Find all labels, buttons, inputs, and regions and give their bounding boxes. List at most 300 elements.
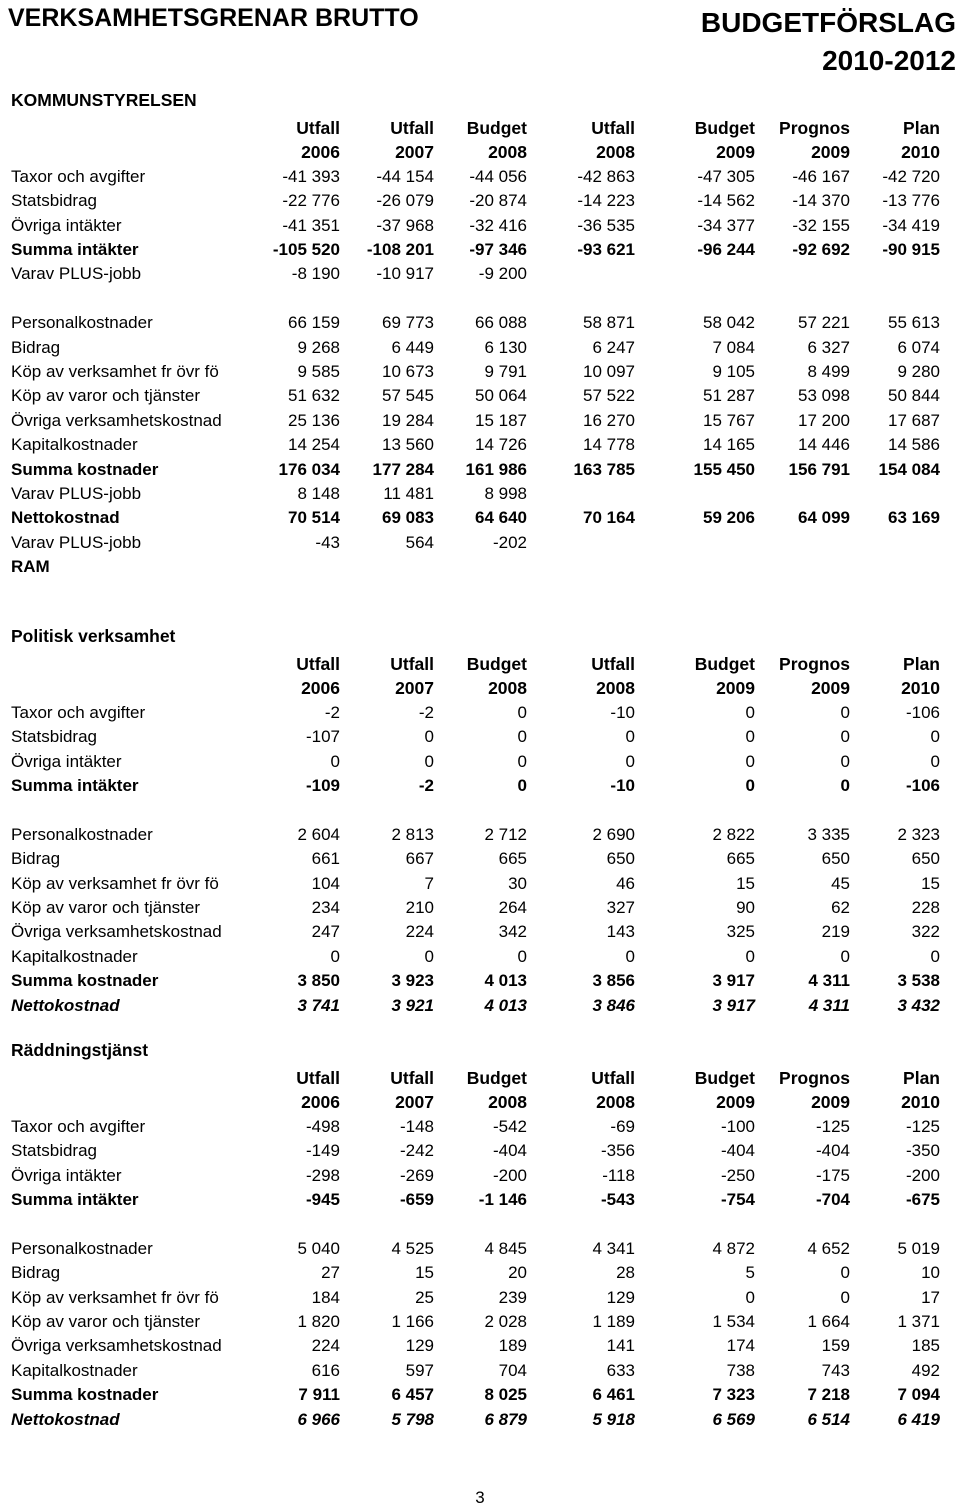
value-cell: -200 bbox=[492, 1165, 527, 1185]
value-cell: 19 284 bbox=[382, 410, 434, 430]
value-cell: 4 311 bbox=[808, 971, 850, 991]
value-cell: -118 bbox=[602, 1165, 635, 1185]
value-cell: 69 083 bbox=[382, 508, 434, 528]
table-row bbox=[0, 165, 960, 189]
value-cell: 492 bbox=[911, 1360, 940, 1380]
value-cell: -36 535 bbox=[577, 215, 635, 235]
value-cell: 0 bbox=[840, 702, 850, 722]
value-cell: -200 bbox=[905, 1165, 940, 1185]
value-cell: 0 bbox=[517, 776, 527, 795]
value-cell: 2 822 bbox=[712, 824, 755, 844]
column-header: Utfall bbox=[296, 654, 340, 674]
value-cell: 9 268 bbox=[297, 337, 340, 357]
table-row bbox=[0, 1164, 960, 1188]
row-label: Bidrag bbox=[11, 337, 61, 357]
column-header: 2007 bbox=[395, 678, 434, 699]
value-cell: -202 bbox=[492, 532, 527, 552]
value-cell: 50 064 bbox=[475, 386, 527, 406]
row-label: Taxor och avgifter bbox=[11, 702, 146, 722]
table-row bbox=[0, 238, 960, 262]
value-cell: 0 bbox=[745, 776, 755, 795]
value-cell: 4 652 bbox=[807, 1238, 850, 1258]
value-cell: 0 bbox=[424, 727, 434, 747]
value-cell: -34 419 bbox=[882, 215, 940, 235]
row-label: Köp av verksamhet fr övr fö bbox=[11, 362, 219, 381]
value-cell: 6 879 bbox=[484, 1409, 527, 1429]
value-cell: -69 bbox=[610, 1116, 635, 1136]
value-cell: 0 bbox=[625, 727, 635, 747]
table-row bbox=[0, 920, 960, 944]
table-row bbox=[0, 482, 960, 506]
value-cell: 129 bbox=[405, 1336, 434, 1356]
value-cell: 633 bbox=[606, 1360, 635, 1380]
value-cell: 4 013 bbox=[484, 971, 527, 991]
value-cell: 3 917 bbox=[712, 995, 755, 1015]
value-cell: 25 136 bbox=[288, 410, 340, 430]
row-label: Personalkostnader bbox=[11, 824, 153, 844]
value-cell: 0 bbox=[745, 751, 755, 771]
value-cell: -90 915 bbox=[882, 240, 940, 259]
value-cell: 70 514 bbox=[288, 508, 340, 528]
value-cell: -1 146 bbox=[478, 1190, 527, 1209]
value-cell: 15 187 bbox=[475, 410, 527, 430]
column-header: Prognos bbox=[779, 1068, 850, 1088]
section-title: Politisk verksamhet bbox=[11, 626, 176, 646]
value-cell: -96 244 bbox=[697, 240, 755, 259]
value-cell: 63 169 bbox=[888, 508, 940, 528]
row-label: Nettokostnad bbox=[11, 508, 120, 528]
table-row bbox=[0, 750, 960, 774]
value-cell: 15 767 bbox=[703, 410, 755, 430]
column-header: Utfall bbox=[390, 1068, 434, 1088]
value-cell: 1 664 bbox=[807, 1312, 850, 1331]
value-cell: -22 776 bbox=[282, 191, 340, 211]
value-cell: 0 bbox=[930, 946, 940, 966]
value-cell: 7 bbox=[424, 873, 434, 893]
value-cell: 322 bbox=[911, 922, 940, 942]
value-cell: 9 585 bbox=[297, 362, 340, 381]
table-row bbox=[0, 969, 960, 993]
row-label: Bidrag bbox=[11, 849, 61, 869]
value-cell: 159 bbox=[821, 1336, 850, 1356]
row-label: Köp av verksamhet fr övr fö bbox=[11, 873, 219, 893]
column-header: 2006 bbox=[301, 142, 340, 163]
value-cell: 0 bbox=[840, 1263, 850, 1283]
value-cell: -32 416 bbox=[469, 215, 527, 235]
value-cell: 4 872 bbox=[712, 1238, 755, 1258]
value-cell: 0 bbox=[424, 751, 434, 771]
value-cell: 154 084 bbox=[878, 459, 940, 479]
value-cell: 14 778 bbox=[583, 435, 635, 455]
row-label: Summa intäkter bbox=[11, 1190, 139, 1209]
row-label: RAM bbox=[11, 557, 50, 577]
column-header: Prognos bbox=[779, 654, 850, 674]
table-row bbox=[0, 1286, 960, 1310]
value-cell: 14 165 bbox=[703, 435, 755, 455]
value-cell: 3 846 bbox=[592, 995, 635, 1015]
value-cell: 661 bbox=[311, 849, 340, 869]
value-cell: 11 481 bbox=[383, 484, 434, 503]
value-cell: 6 966 bbox=[297, 1409, 340, 1429]
value-cell: 27 bbox=[321, 1263, 340, 1283]
value-cell: -250 bbox=[720, 1165, 755, 1185]
value-cell: 7 323 bbox=[712, 1385, 755, 1405]
table-row bbox=[0, 1383, 960, 1407]
row-label: Övriga intäkter bbox=[11, 215, 122, 235]
value-cell: 15 bbox=[921, 873, 940, 893]
value-cell: -43 bbox=[315, 532, 340, 552]
value-cell: -404 bbox=[720, 1141, 755, 1161]
value-cell: 15 bbox=[736, 873, 755, 893]
column-header-row bbox=[0, 676, 960, 700]
table-row bbox=[0, 823, 960, 847]
column-header: Budget bbox=[694, 654, 755, 674]
value-cell: 0 bbox=[840, 727, 850, 747]
value-cell: 0 bbox=[840, 751, 850, 771]
table-row bbox=[0, 1359, 960, 1383]
value-cell: 141 bbox=[606, 1336, 635, 1356]
section-title: Räddningstjänst bbox=[11, 1040, 149, 1060]
value-cell: 8 148 bbox=[297, 484, 340, 503]
table-row bbox=[0, 555, 960, 579]
table-row bbox=[0, 1237, 960, 1261]
value-cell: 3 921 bbox=[391, 995, 434, 1015]
table-row bbox=[0, 189, 960, 213]
value-cell: 45 bbox=[831, 873, 850, 893]
value-cell: 6 130 bbox=[484, 337, 527, 357]
value-cell: 53 098 bbox=[798, 386, 850, 406]
table-row bbox=[0, 433, 960, 457]
value-cell: 0 bbox=[517, 751, 527, 771]
column-header: Budget bbox=[466, 1068, 527, 1088]
value-cell: 1 820 bbox=[297, 1312, 340, 1331]
row-label: Statsbidrag bbox=[11, 1141, 97, 1161]
row-label: Personalkostnader bbox=[11, 313, 153, 333]
value-cell: 0 bbox=[840, 1287, 850, 1307]
value-cell: 185 bbox=[911, 1336, 940, 1356]
value-cell: 189 bbox=[498, 1336, 527, 1356]
row-label: Köp av varor och tjänster bbox=[11, 386, 200, 406]
value-cell: 6 074 bbox=[897, 337, 940, 357]
value-cell: -148 bbox=[399, 1116, 434, 1136]
column-header: 2008 bbox=[488, 142, 527, 163]
column-header: Utfall bbox=[591, 1068, 635, 1088]
value-cell: 6 247 bbox=[592, 337, 635, 357]
value-cell: 14 446 bbox=[798, 435, 850, 455]
column-header: 2009 bbox=[716, 142, 755, 163]
value-cell: 0 bbox=[517, 702, 527, 722]
value-cell: 0 bbox=[745, 1287, 755, 1307]
row-label: Övriga verksamhetskostnad bbox=[11, 1336, 222, 1356]
value-cell: -92 692 bbox=[792, 240, 850, 259]
value-cell: 0 bbox=[930, 751, 940, 771]
value-cell: 51 632 bbox=[288, 386, 340, 406]
column-header-row bbox=[0, 1090, 960, 1114]
value-cell: 163 785 bbox=[573, 459, 635, 479]
value-cell: -44 056 bbox=[469, 166, 527, 186]
column-header: 2009 bbox=[716, 1092, 755, 1113]
spacer-row bbox=[0, 287, 960, 311]
value-cell: -10 bbox=[610, 776, 635, 795]
column-header: 2008 bbox=[596, 678, 635, 699]
row-label: Statsbidrag bbox=[11, 191, 97, 211]
table-row bbox=[0, 1261, 960, 1285]
value-cell: -106 bbox=[905, 702, 940, 722]
value-cell: 0 bbox=[840, 776, 850, 795]
value-cell: 210 bbox=[405, 898, 434, 917]
table-row bbox=[0, 1310, 960, 1334]
value-cell: 15 bbox=[415, 1263, 434, 1283]
value-cell: 327 bbox=[606, 898, 635, 917]
row-label: Nettokostnad bbox=[11, 1409, 120, 1429]
table-row bbox=[0, 1139, 960, 1163]
value-cell: 0 bbox=[517, 727, 527, 747]
value-cell: -37 968 bbox=[376, 215, 434, 235]
value-cell: 66 159 bbox=[288, 313, 340, 333]
row-label: Köp av varor och tjänster bbox=[11, 1312, 200, 1331]
value-cell: 1 534 bbox=[712, 1312, 755, 1331]
table-row bbox=[0, 214, 960, 238]
row-label: Taxor och avgifter bbox=[11, 166, 146, 186]
row-label: Varav PLUS-jobb bbox=[11, 532, 142, 552]
value-cell: -13 776 bbox=[882, 191, 940, 211]
value-cell: 0 bbox=[745, 727, 755, 747]
value-cell: 650 bbox=[821, 849, 850, 869]
value-cell: -107 bbox=[305, 727, 340, 747]
value-cell: -20 874 bbox=[469, 191, 527, 211]
row-label: Summa intäkter bbox=[11, 240, 139, 259]
value-cell: 10 bbox=[921, 1263, 940, 1283]
value-cell: 6 457 bbox=[391, 1385, 434, 1405]
row-label: Kapitalkostnader bbox=[11, 1360, 138, 1380]
value-cell: -149 bbox=[305, 1141, 340, 1161]
table-row bbox=[0, 360, 960, 384]
value-cell: -14 223 bbox=[577, 191, 635, 211]
table-row bbox=[0, 774, 960, 798]
value-cell: 129 bbox=[606, 1287, 635, 1307]
value-cell: 58 871 bbox=[583, 313, 635, 333]
value-cell: 155 450 bbox=[693, 459, 755, 479]
value-cell: 9 280 bbox=[897, 362, 940, 381]
value-cell: 1 371 bbox=[897, 1312, 940, 1331]
column-header: Budget bbox=[466, 118, 527, 138]
value-cell: -109 bbox=[305, 776, 340, 795]
row-label: Summa kostnader bbox=[11, 459, 159, 479]
document-title: VERKSAMHETSGRENAR BRUTTO bbox=[8, 4, 419, 32]
column-header: Plan bbox=[903, 654, 940, 674]
value-cell: 247 bbox=[311, 922, 340, 942]
value-cell: 0 bbox=[330, 946, 340, 966]
value-cell: 6 461 bbox=[592, 1385, 635, 1405]
column-header: Budget bbox=[694, 1068, 755, 1088]
value-cell: 176 034 bbox=[278, 459, 340, 479]
column-header: Utfall bbox=[591, 654, 635, 674]
value-cell: 51 287 bbox=[703, 386, 755, 406]
value-cell: -106 bbox=[905, 776, 940, 795]
value-cell: 28 bbox=[616, 1263, 635, 1283]
value-cell: 14 726 bbox=[475, 435, 527, 455]
row-label: Summa kostnader bbox=[11, 971, 159, 991]
value-cell: 7 094 bbox=[897, 1385, 940, 1405]
value-cell: 10 673 bbox=[382, 362, 434, 381]
column-header: Budget bbox=[466, 654, 527, 674]
row-label: Nettokostnad bbox=[11, 995, 120, 1015]
value-cell: -46 167 bbox=[792, 166, 850, 186]
value-cell: -542 bbox=[492, 1116, 527, 1136]
value-cell: 0 bbox=[330, 751, 340, 771]
column-header: 2010 bbox=[901, 678, 940, 699]
value-cell: -32 155 bbox=[792, 215, 850, 235]
value-cell: 4 013 bbox=[484, 995, 527, 1015]
value-cell: -125 bbox=[815, 1116, 850, 1136]
value-cell: 2 028 bbox=[484, 1312, 527, 1331]
value-cell: -754 bbox=[720, 1190, 755, 1209]
value-cell: 174 bbox=[726, 1336, 755, 1356]
value-cell: -675 bbox=[905, 1190, 940, 1209]
value-cell: 0 bbox=[517, 946, 527, 966]
value-cell: 64 640 bbox=[475, 508, 527, 528]
value-cell: 224 bbox=[311, 1336, 340, 1356]
value-cell: 70 164 bbox=[583, 508, 635, 528]
value-cell: 59 206 bbox=[703, 508, 755, 528]
value-cell: 228 bbox=[911, 898, 940, 917]
value-cell: 9 791 bbox=[484, 362, 527, 381]
value-cell: -404 bbox=[815, 1141, 850, 1161]
value-cell: 0 bbox=[424, 946, 434, 966]
value-cell: 10 097 bbox=[583, 362, 635, 381]
column-header: 2009 bbox=[811, 678, 850, 699]
column-header: 2008 bbox=[596, 142, 635, 163]
table-row bbox=[0, 1115, 960, 1139]
page-number: 3 bbox=[475, 1488, 485, 1507]
row-label: Personalkostnader bbox=[11, 1238, 153, 1258]
value-cell: -945 bbox=[305, 1190, 340, 1209]
value-cell: 0 bbox=[745, 946, 755, 966]
column-header: 2007 bbox=[395, 142, 434, 163]
value-cell: 6 514 bbox=[807, 1409, 850, 1429]
column-header: Prognos bbox=[779, 118, 850, 138]
column-header: Plan bbox=[903, 1068, 940, 1088]
value-cell: 743 bbox=[821, 1360, 850, 1380]
value-cell: 17 bbox=[921, 1287, 940, 1307]
row-label: Köp av verksamhet fr övr fö bbox=[11, 1287, 219, 1307]
table-row bbox=[0, 531, 960, 555]
value-cell: 8 025 bbox=[484, 1385, 527, 1405]
value-cell: -42 863 bbox=[577, 166, 635, 186]
value-cell: 224 bbox=[405, 922, 434, 942]
value-cell: 13 560 bbox=[382, 435, 434, 455]
value-cell: 325 bbox=[726, 922, 755, 942]
value-cell: -175 bbox=[815, 1165, 850, 1185]
value-cell: 7 911 bbox=[298, 1385, 340, 1405]
value-cell: -242 bbox=[399, 1141, 434, 1161]
value-cell: 665 bbox=[726, 849, 755, 869]
value-cell: 738 bbox=[726, 1360, 755, 1380]
column-header: 2006 bbox=[301, 678, 340, 699]
value-cell: -2 bbox=[418, 702, 434, 722]
value-cell: 16 270 bbox=[583, 410, 635, 430]
table-row bbox=[0, 262, 960, 286]
value-cell: 704 bbox=[498, 1360, 527, 1380]
value-cell: 90 bbox=[736, 898, 755, 917]
value-cell: -8 190 bbox=[291, 264, 340, 284]
row-label: Övriga verksamhetskostnad bbox=[11, 922, 222, 942]
value-cell: 342 bbox=[498, 922, 527, 942]
column-header-row bbox=[0, 652, 960, 676]
value-cell: 64 099 bbox=[798, 508, 850, 528]
value-cell: -2 bbox=[324, 702, 340, 722]
value-cell: -108 201 bbox=[366, 240, 434, 259]
value-cell: 2 690 bbox=[592, 824, 635, 844]
value-cell: 58 042 bbox=[703, 313, 755, 333]
value-cell: -498 bbox=[305, 1116, 340, 1136]
column-header: 2010 bbox=[901, 1092, 940, 1113]
value-cell: -14 562 bbox=[697, 191, 755, 211]
row-label: Köp av varor och tjänster bbox=[11, 898, 200, 917]
column-header-row bbox=[0, 1066, 960, 1090]
table-row bbox=[0, 1188, 960, 1212]
value-cell: -93 621 bbox=[577, 240, 635, 259]
value-cell: 156 791 bbox=[788, 459, 850, 479]
value-cell: 2 712 bbox=[484, 824, 527, 844]
value-cell: 6 569 bbox=[712, 1409, 755, 1429]
value-cell: 0 bbox=[840, 946, 850, 966]
value-cell: 161 986 bbox=[465, 459, 527, 479]
table-row bbox=[0, 311, 960, 335]
value-cell: 5 798 bbox=[391, 1409, 434, 1429]
value-cell: 14 254 bbox=[288, 435, 340, 455]
column-header: 2008 bbox=[596, 1092, 635, 1113]
column-header: 2006 bbox=[301, 1092, 340, 1113]
value-cell: 8 998 bbox=[484, 484, 527, 503]
table-row bbox=[0, 994, 960, 1018]
value-cell: 3 850 bbox=[297, 971, 340, 991]
value-cell: -14 370 bbox=[792, 191, 850, 211]
column-header: Budget bbox=[694, 118, 755, 138]
value-cell: 57 522 bbox=[583, 386, 635, 406]
value-cell: -41 351 bbox=[282, 215, 340, 235]
value-cell: 17 687 bbox=[888, 410, 940, 430]
value-cell: 50 844 bbox=[888, 386, 940, 406]
table-row bbox=[0, 506, 960, 530]
row-label: Varav PLUS-jobb bbox=[11, 264, 142, 284]
spacer-row bbox=[0, 798, 960, 822]
value-cell: 7 218 bbox=[807, 1385, 850, 1405]
value-cell: 143 bbox=[606, 922, 635, 942]
value-cell: -41 393 bbox=[282, 166, 340, 186]
value-cell: -9 200 bbox=[478, 264, 527, 284]
value-cell: 597 bbox=[405, 1360, 434, 1380]
value-cell: -269 bbox=[399, 1165, 434, 1185]
table-row bbox=[0, 847, 960, 871]
value-cell: -105 520 bbox=[272, 240, 340, 259]
column-header: Utfall bbox=[390, 118, 434, 138]
value-cell: -44 154 bbox=[376, 166, 434, 186]
value-cell: 0 bbox=[745, 702, 755, 722]
value-cell: 665 bbox=[498, 849, 527, 869]
value-cell: -298 bbox=[305, 1165, 340, 1185]
row-label: Bidrag bbox=[11, 1263, 61, 1283]
value-cell: 57 545 bbox=[382, 386, 434, 406]
value-cell: -704 bbox=[815, 1190, 850, 1209]
value-cell: 264 bbox=[498, 898, 527, 917]
value-cell: -100 bbox=[720, 1116, 755, 1136]
value-cell: 20 bbox=[508, 1263, 527, 1283]
value-cell: 3 923 bbox=[391, 971, 434, 991]
table-row bbox=[0, 725, 960, 749]
value-cell: -350 bbox=[905, 1141, 940, 1161]
value-cell: 3 741 bbox=[297, 995, 340, 1015]
